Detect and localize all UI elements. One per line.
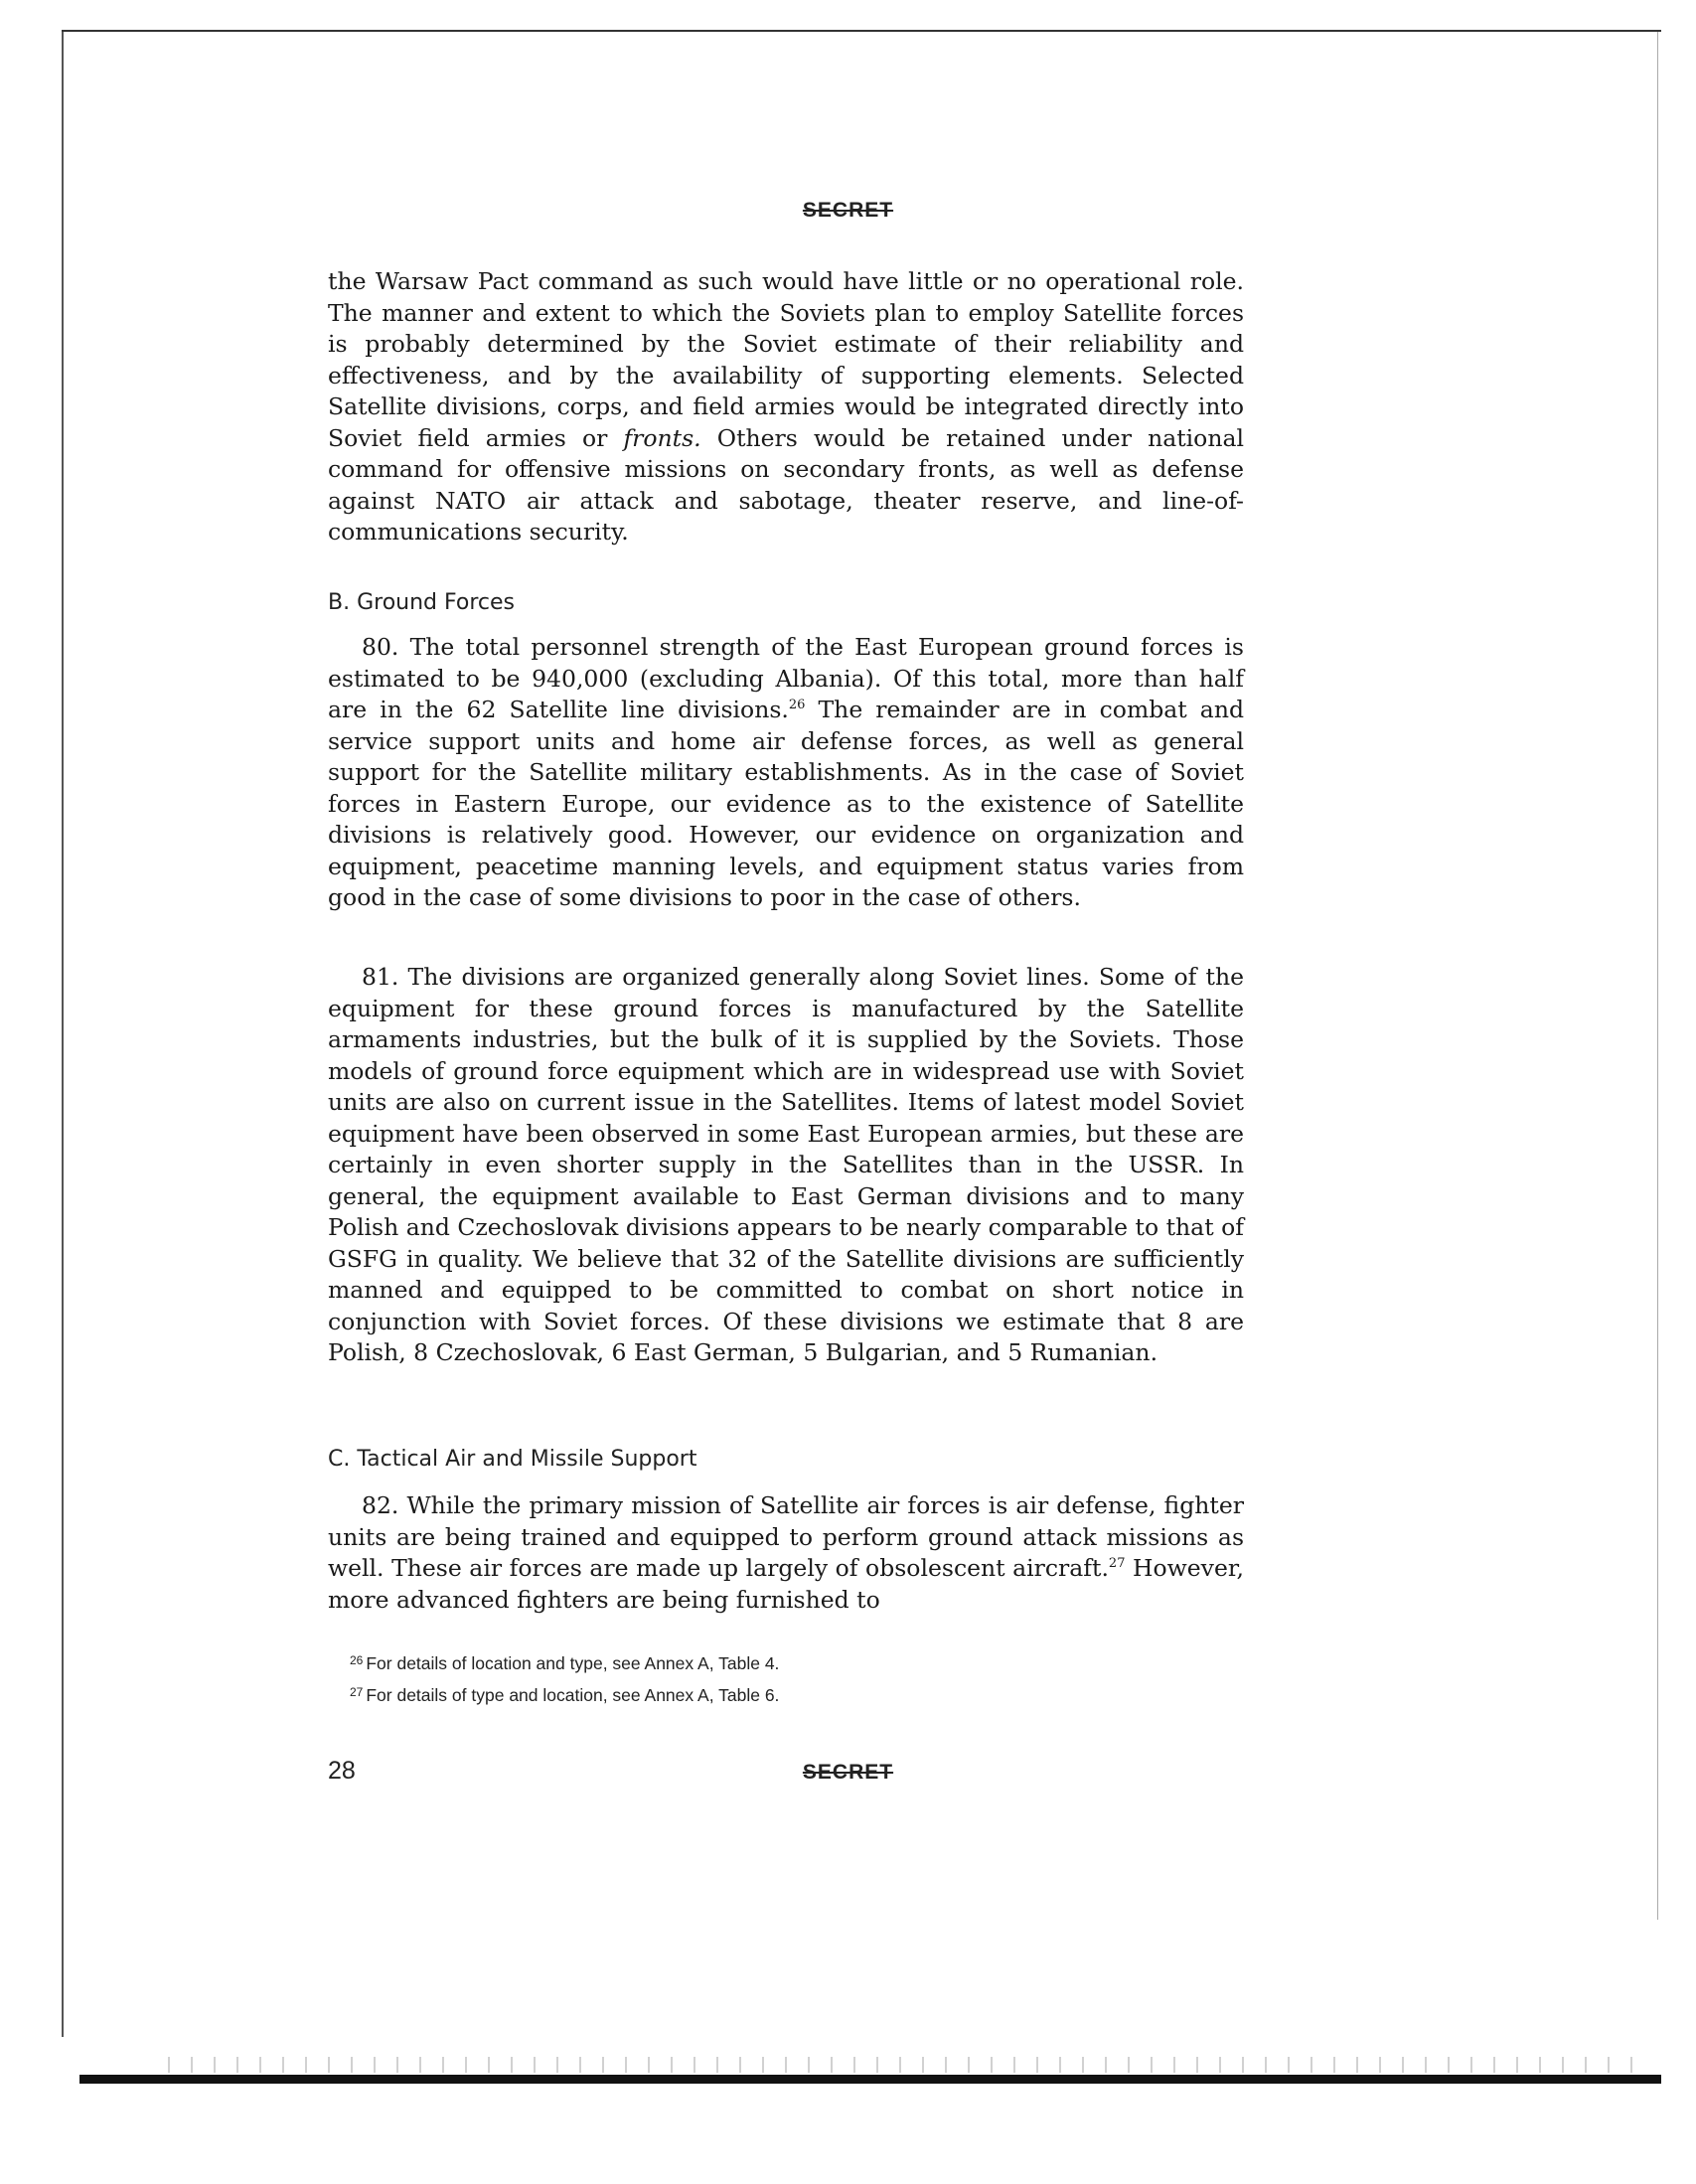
paragraph-number: 81. (362, 963, 399, 991)
paragraph-81-text: The divisions are organized generally along Soviet lines. Some of the equipment for these ground forces is manufactured by the Satellite armaments industries, but the bulk of it is supplied by the Soviets. Those models of ground force equipment which are in widespread use with Soviet units are also on current issue in the Satellites. Items of latest model Soviet equipment have been observed in some East European armies, but these are certainly in even shorter supply in the Satellites than in the USSR. In general, the equipment available to East German divisions and to many Polish and Czechoslovak divisions appears to be nearly comparable to that of GSFG in quality. We believe that 32 of the Satellite divisions are sufficiently manned and equipped to be committed to combat on short notice in conjunction with Soviet forces. Of these divisions we estimate that 8 are Polish, 8 Czechoslovak, 6 East German, 5 Bulgarian, and 5 Rumanian. (328, 963, 1244, 1366)
scan-border-top (62, 30, 1661, 32)
scan-border-right (1657, 32, 1658, 1920)
classification-header-text: SECRET (802, 199, 894, 222)
paragraph-82-text-part1: While the primary mission of Satellite air forces is air defense, fighter units are being trained and equipped to perform ground attack missions as well. These air forces are made up largely of obsolescent aircraft. (328, 1491, 1244, 1582)
paragraph-82 (328, 1490, 1244, 1616)
footnote-mark: 27 (350, 1685, 364, 1699)
section-heading-tactical-air: C. Tactical Air and Missile Support (328, 1447, 697, 1472)
footnote-ref-26: 26 (788, 698, 806, 712)
paragraph-80-text-part1: The total personnel strength of the East European ground forces is estimated to be 940,000 (excluding Albania). Of this total, more than half are in the 62 Satellite line divisions. (328, 633, 1244, 723)
footnote-27 (350, 1685, 779, 1706)
paragraph-number: 80. (362, 633, 399, 661)
scan-border-left (62, 32, 64, 2037)
page-number: 28 (328, 1757, 356, 1785)
intro-paragraph (328, 266, 1244, 548)
scan-noise (159, 2057, 1649, 2073)
footnote-text: For details of type and location, see Annex A, Table 6. (366, 1685, 780, 1705)
classification-footer-text: SECRET (802, 1761, 894, 1784)
section-heading-ground-forces: B. Ground Forces (328, 590, 515, 615)
footnote-ref-27: 27 (1108, 1556, 1126, 1571)
paragraph-82-text-part2: However, more advanced fighters are being furnished to (328, 1554, 1244, 1614)
classification-footer (0, 1761, 1696, 1785)
intro-text-part2: Others would be retained under national command for offensive missions on secondary fronts, as well as defense against NATO air attack and sabotage, theater reserve, and line-of-communications security. (328, 423, 1244, 546)
paragraph-81 (328, 962, 1244, 1369)
footnote-mark: 26 (350, 1653, 364, 1667)
scan-border-bottom (79, 2075, 1661, 2084)
classification-header (0, 199, 1696, 223)
paragraph-80 (328, 632, 1244, 914)
paragraph-number: 82. (362, 1491, 399, 1519)
intro-text-part1: the Warsaw Pact command as such would have little or no operational role. The manner and extent to which the Soviets plan to employ Satellite forces is probably determined by the Soviet estimate of their reliability and effectiveness, and by the availability of supporting elements. Selected Satellite divisions, corps, and field armies would be integrated directly into Soviet field armies or (328, 267, 1244, 452)
footnote-26 (350, 1653, 779, 1674)
footnote-text: For details of location and type, see Annex A, Table 4. (366, 1653, 780, 1673)
intro-text-italic: fronts. (623, 423, 701, 452)
paragraph-80-text-part2: The remainder are in combat and service support units and home air defense forces, as well as general support for the Satellite military establishments. As in the case of Soviet forces in Eastern Europe, our evidence as to the existence of Satellite divisions is relatively good. However, our evidence on organization and equipment, peacetime manning levels, and equipment status varies from good in the case of some divisions to poor in the case of others. (328, 696, 1244, 911)
